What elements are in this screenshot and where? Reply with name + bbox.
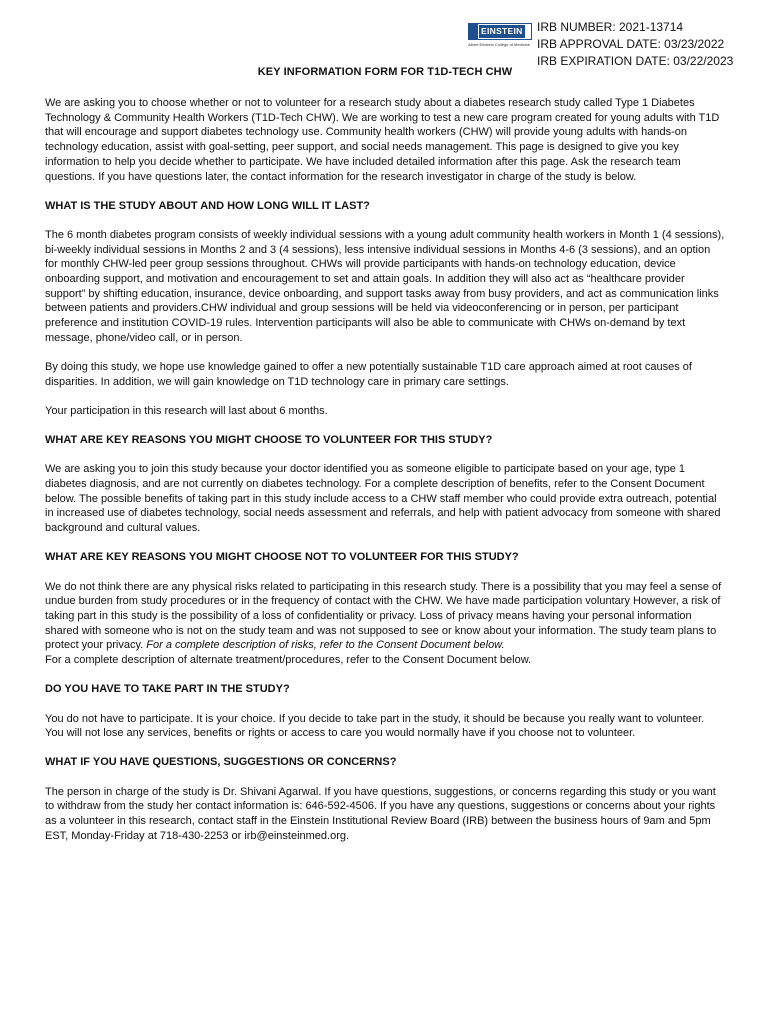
irb-expiration-date: IRB EXPIRATION DATE: 03/22/2023	[537, 54, 734, 68]
irb-number: IRB NUMBER: 2021-13714	[537, 20, 684, 34]
section-paragraph: The 6 month diabetes program consists of weekly individual sessions with a young adult community health workers in Month 1 (4 sessions), bi-weekly individual sessions in Months 2 and 3 (4 sessions), less intensive individual sessions in Months 4-6 (3 sessions), and an option for monthly CHW-led peer group sessions throughout. CHWs will provide participants with hands-on technology education, device onboarding support, and motivation and encouragement to set and attain goals. In addition they will also act as “healthcare provider support” by shifting education, insurance, device onboarding, and support tasks away from busy providers, and act as communication links between patients and providers.CHW individual and group sessions will be held via videoconferencing or in person, per participant preference and institution COVID-19 rules. Intervention participants will also be able to communicate with CHWs on-demand by text message, phone/video call, or in person.	[45, 228, 725, 344]
section-paragraph: Your participation in this research will last about 6 months.	[45, 404, 328, 417]
section-paragraph: The person in charge of the study is Dr. Shivani Agarwal. If you have questions, suggestions, or concerns regarding this study or you want to withdraw from the study her contact information is: 646-592-4506. If you have any questions, suggestions or concerns about your rights as a volunteer in this research, contact staff in the Einstein Institutional Review Board (IRB) between the business hours of 9am and 5pm EST, Monday-Friday at 718-430-2253 or irb@einsteinmed.org.	[45, 785, 716, 842]
alternate-treatment-text: For a complete description of alternate treatment/procedures, refer to the Consent Document below.	[45, 654, 532, 667]
section-heading-reasons-volunteer: WHAT ARE KEY REASONS YOU MIGHT CHOOSE TO VOLUNTEER FOR THIS STUDY?	[45, 434, 493, 447]
einstein-logo	[468, 23, 532, 49]
irb-info	[537, 19, 733, 70]
logo-subtitle: Albert Einstein College of Medicine	[468, 42, 531, 47]
section-heading-questions: WHAT IF YOU HAVE QUESTIONS, SUGGESTIONS OR CONCERNS?	[45, 756, 397, 769]
document-body	[45, 96, 725, 858]
logo-mark-icon	[469, 24, 478, 39]
section-heading-reasons-not-volunteer: WHAT ARE KEY REASONS YOU MIGHT CHOOSE NOT TO VOLUNTEER FOR THIS STUDY?	[45, 551, 519, 564]
section-paragraph: You do not have to participate. It is your choice. If you decide to take part in the study, it should be because you really want to volunteer. You will not lose any services, benefits or rights or access to care you would normally have if you choose not to volunteer.	[45, 712, 705, 740]
risks-italic-text: For a complete description of risks, refer to the Consent Document below.	[146, 639, 505, 652]
section-paragraph: We are asking you to join this study because your doctor identified you as someone eligible to participate based on your age, type 1 diabetes diagnosis, and are not currently on diabetes technology. For a complete description of benefits, refer to the Consent Document below. The possible benefits of taking part in this study include access to a CHW staff member who could provide extra outreach, potential in increased use of diabetes technology, social needs assessment and referrals, and help with patient advocacy from someone with shared background and cultural values.	[45, 463, 721, 535]
section-heading-take-part: DO YOU HAVE TO TAKE PART IN THE STUDY?	[45, 683, 290, 696]
section-paragraph: By doing this study, we hope use knowledge gained to offer a new potentially sustainable T1D care approach aimed at root causes of disparities. In addition, we will gain knowledge on T1D technology care in primary care settings.	[45, 361, 692, 388]
page-title: KEY INFORMATION FORM FOR T1D-TECH CHW	[257, 66, 513, 78]
logo-text: EINSTEIN	[481, 26, 523, 36]
section-paragraph	[45, 580, 725, 668]
intro-paragraph: We are asking you to choose whether or not to volunteer for a research study about a diabetes research study called Type 1 Diabetes Technology & Community Health Workers (T1D-Tech CHW). We are working to test a new care program created for young adults with T1D that will encourage and support diabetes technology use. Community health workers (CHW) will provide young adults with hands-on technology education, assist with goal-setting, peer support, and social needs management. This page is designed to give you key information to help you decide whether to participate. We have included detailed information after this page. Ask the research team questions. If you have questions later, the contact information for the research investigator in charge of the study is below.	[45, 97, 720, 183]
risks-text: We do not think there are any physical risks related to participating in this research study. There is a possibility that you may feel a sense of undue burden from study procedures or in the frequency of contact with the CHW. We have made participation voluntary However, a risk of taking part in this study is the possibility of a loss of confidentiality or privacy. Loss of privacy means having your personal information shared with someone who is not on the study team and was not supposed to see or know about your information. The study team plans to protect your privacy.	[45, 580, 722, 652]
section-heading-study-about: WHAT IS THE STUDY ABOUT AND HOW LONG WILL IT LAST?	[45, 199, 370, 212]
irb-approval-date: IRB APPROVAL DATE: 03/23/2022	[537, 37, 725, 51]
